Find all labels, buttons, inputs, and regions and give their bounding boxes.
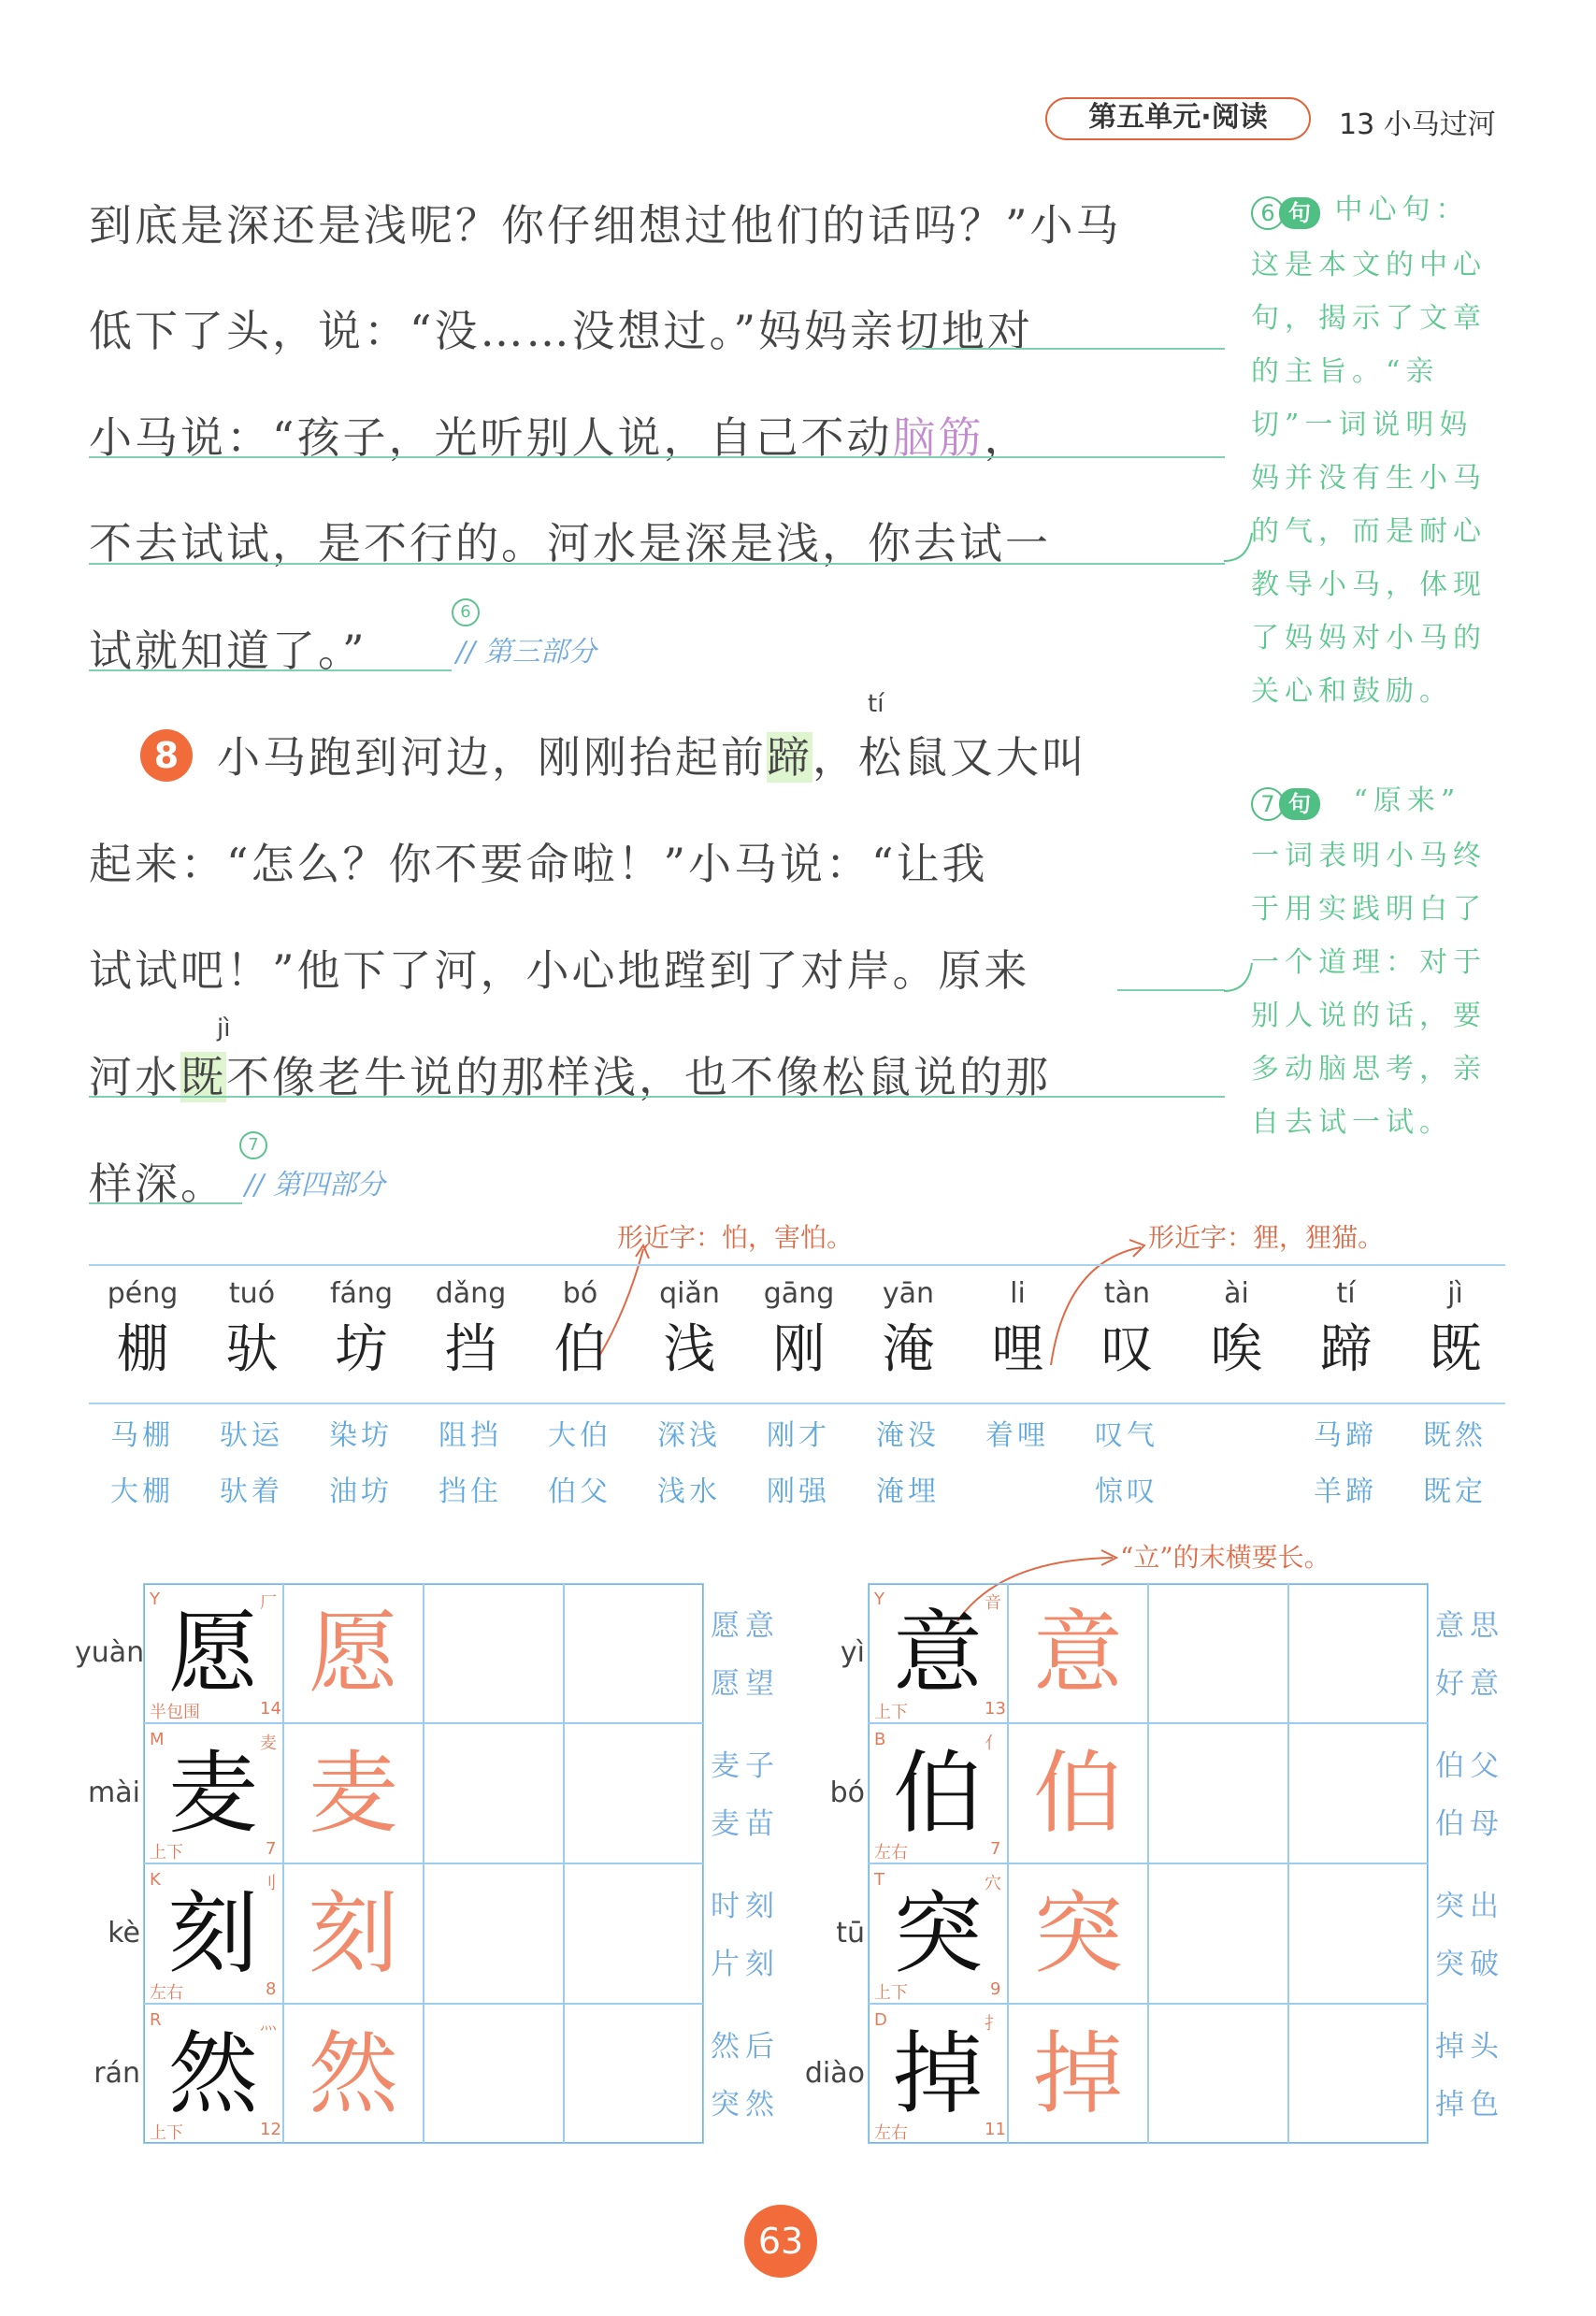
note-line: 别人说的话，要 <box>1251 999 1487 1032</box>
vocab-hanzi: 挡 <box>444 1319 497 1380</box>
underline <box>1117 989 1225 991</box>
grid-trace-char: 愿 <box>309 1601 398 1705</box>
grid-word: 突然 <box>711 2088 780 2122</box>
grid-strokes: 13 <box>985 1699 1006 1719</box>
vocab-word: 染坊 <box>329 1419 393 1452</box>
vocab-word: 马棚 <box>110 1419 174 1452</box>
text-line-8a: 试试吧！”他下了河，小心地蹚到了对岸。 <box>89 945 939 996</box>
side-note-7 <box>1251 774 1513 1149</box>
note-line: 中心句： <box>1334 194 1470 226</box>
vocab-hanzi: 蹄 <box>1319 1319 1373 1380</box>
grid-words <box>1435 1737 1504 1853</box>
vocab-pinyin: dǎng <box>435 1277 507 1310</box>
writing-cell <box>1148 1863 1288 2004</box>
vocab-word: 大伯 <box>548 1419 611 1452</box>
grid-letter: Y <box>874 1590 884 1609</box>
grid-radical: 麦 <box>260 1733 277 1753</box>
note-line: 妈并没有生小马 <box>1251 461 1487 495</box>
highlight-char: 既 <box>180 1052 226 1102</box>
grid-structure: 半包围 <box>150 1703 200 1722</box>
grid-trace-char: 意 <box>1033 1601 1123 1705</box>
grid-word: 麦子 <box>711 1749 780 1783</box>
vocab-word: 浅水 <box>657 1475 721 1508</box>
grid-radical: 亻 <box>985 1733 1001 1753</box>
vocab-char <box>636 1277 743 1383</box>
vocab-top-rule <box>89 1264 1505 1266</box>
vocab-hanzi: 淹 <box>882 1319 935 1380</box>
vocab-char <box>526 1277 634 1383</box>
grid-model-char: 愿 <box>168 1601 258 1705</box>
grid-strokes: 7 <box>990 1839 1001 1859</box>
note-line: 了妈妈对小马的 <box>1251 621 1487 655</box>
grid-radical: 刂 <box>260 1874 277 1893</box>
vocab-char <box>855 1277 962 1383</box>
text-line-1: 到底是深还是浅呢？你仔细想过他们的话吗？”小马 <box>89 200 1122 251</box>
vocab-pinyin: li <box>1010 1277 1026 1310</box>
writing-cell <box>564 1583 704 1723</box>
vocab-char <box>89 1277 196 1383</box>
grid-model-char: 然 <box>168 2021 258 2126</box>
grid-strokes: 11 <box>985 2120 1006 2139</box>
grid-word: 愿意 <box>711 1609 780 1643</box>
lesson-title: 13 小马过河 <box>1339 108 1496 141</box>
grid-pinyin: bó <box>829 1777 865 1809</box>
grid-model-char: 刻 <box>168 1881 258 1986</box>
grid-word: 突破 <box>1435 1948 1504 1981</box>
grid-word: 时刻 <box>711 1890 780 1923</box>
vocab-word: 马蹄 <box>1314 1419 1377 1452</box>
vocab-char <box>1183 1277 1290 1383</box>
vocab-word: 刚强 <box>767 1475 830 1508</box>
vocab-word: 伯父 <box>548 1475 611 1508</box>
grid-word: 掉色 <box>1435 2088 1504 2122</box>
writing-cell <box>1148 2004 1288 2144</box>
text-line-6a: 小马跑到河边，刚刚抬起前 <box>217 732 767 783</box>
grid-radical: 扌 <box>985 2014 1001 2034</box>
grid-trace-char: 掉 <box>1033 2021 1123 2126</box>
note-line: 关心和鼓励。 <box>1251 674 1453 708</box>
part-label-3: // 第三部分 <box>456 636 597 669</box>
vocab-char <box>308 1277 415 1383</box>
underline <box>89 1096 1225 1098</box>
text-line-6 <box>217 724 1087 785</box>
text-line-2a: 低下了头，说：“没……没想过。” <box>89 306 759 356</box>
part-label-4: // 第四部分 <box>245 1169 385 1201</box>
note-line: “原来” <box>1353 784 1461 817</box>
grid-letter: K <box>150 1870 161 1890</box>
pinyin-ti: tí <box>868 690 884 718</box>
underline <box>89 669 452 671</box>
grid-model-char: 意 <box>893 1601 983 1705</box>
vocab-pinyin: fáng <box>329 1277 393 1310</box>
grid-word: 片刻 <box>711 1948 780 1981</box>
vocab-word: 淹没 <box>876 1419 940 1452</box>
grid-word: 突出 <box>1435 1890 1504 1923</box>
text-line-8 <box>89 937 1030 999</box>
grid-strokes: 14 <box>260 1699 281 1719</box>
grid-letter: B <box>874 1730 886 1749</box>
grid-words <box>1435 1877 1504 1993</box>
text-line-2 <box>89 297 1033 359</box>
vocab-hanzi: 浅 <box>663 1319 716 1380</box>
grid-words <box>1435 2018 1504 2134</box>
grid-structure: 上下 <box>150 2123 183 2143</box>
paragraph-number: 8 <box>140 729 193 782</box>
grid-trace-char: 麦 <box>309 1741 398 1846</box>
underline <box>89 1202 242 1204</box>
underline <box>89 456 1225 458</box>
grid-word: 伯母 <box>1435 1807 1504 1841</box>
vocab-char <box>964 1277 1071 1383</box>
vocab-char <box>745 1277 853 1383</box>
text-line-4: 不去试试，是不行的。河水是深是浅，你去试一 <box>89 518 1051 568</box>
grid-pinyin: yuàn <box>75 1636 145 1669</box>
unit-badge: 第五单元·阅读 <box>1045 97 1311 140</box>
grid-trace-char: 突 <box>1033 1881 1123 1986</box>
writing-cell <box>564 1863 704 2004</box>
sentence-mark-7: 7 <box>239 1131 267 1159</box>
note-tag: 句 <box>1279 788 1320 820</box>
note-number: 7 <box>1251 787 1285 821</box>
vocab-hanzi: 既 <box>1429 1319 1482 1380</box>
grid-strokes: 8 <box>266 1979 277 1999</box>
vocab-hanzi: 伯 <box>554 1319 607 1380</box>
writing-cell <box>1288 2004 1429 2144</box>
grid-letter: R <box>150 2010 162 2030</box>
grid-radical: 穴 <box>985 1874 1001 1893</box>
text-line-8b: 原来 <box>938 945 1030 996</box>
grid-pinyin: yì <box>840 1636 865 1669</box>
vocab-hanzi: 哩 <box>991 1319 1044 1380</box>
text-line-2b: 妈妈亲切地对 <box>758 306 1034 356</box>
grid-pinyin: diào <box>804 2057 865 2090</box>
writing-cell <box>424 1723 564 1863</box>
vocab-hanzi: 叹 <box>1100 1319 1154 1380</box>
note-line: 多动脑思考，亲 <box>1251 1052 1487 1086</box>
hint-stroke: “立”的末横要长。 <box>1120 1542 1330 1573</box>
vocab-word: 叹气 <box>1095 1419 1158 1452</box>
vocab-word: 深浅 <box>657 1419 721 1452</box>
underline <box>909 348 1225 350</box>
grid-strokes: 9 <box>990 1979 1001 1999</box>
note-line: 切”一词说明妈 <box>1251 408 1474 441</box>
grid-model-char: 突 <box>893 1881 983 1986</box>
grid-strokes: 12 <box>260 2120 281 2139</box>
note-line: 自去试一试。 <box>1251 1105 1453 1139</box>
vocab-hanzi: 唉 <box>1210 1319 1263 1380</box>
grid-words <box>711 2018 780 2134</box>
grid-radical: 灬 <box>260 2014 277 2034</box>
note-line: 一词表明小马终 <box>1251 839 1487 872</box>
grid-word: 麦苗 <box>711 1807 780 1841</box>
grid-word: 愿望 <box>711 1667 780 1701</box>
vocab-word: 大棚 <box>110 1475 174 1508</box>
grid-strokes: 7 <box>266 1839 277 1859</box>
vocab-word: 淹埋 <box>876 1475 940 1508</box>
vocab-pinyin: jì <box>1447 1277 1463 1310</box>
grid-structure: 左右 <box>150 1983 183 2003</box>
highlight-char: 蹄 <box>767 732 812 783</box>
vocab-char <box>1402 1277 1509 1383</box>
writing-cell <box>1148 1583 1288 1723</box>
highlight-word: 脑筋 <box>892 412 985 463</box>
grid-word: 掉头 <box>1435 2030 1504 2064</box>
hint-similar-1: 形近字：怕，害怕。 <box>617 1222 854 1253</box>
vocab-word: 着哩 <box>985 1419 1049 1452</box>
grid-radical: 厂 <box>260 1593 277 1613</box>
text-line-3a: 小马说：“孩子，光听别人说，自己不动 <box>89 412 893 463</box>
grid-trace-char: 刻 <box>309 1881 398 1986</box>
text-line-9c: 不像老牛说的那样浅，也不像松鼠说的那 <box>226 1052 1051 1102</box>
vocab-word: 阻挡 <box>439 1419 502 1452</box>
vocab-word: 驮着 <box>220 1475 283 1508</box>
grid-model-char: 麦 <box>168 1741 258 1846</box>
grid-word: 伯父 <box>1435 1749 1504 1783</box>
grid-radical: 音 <box>985 1593 1001 1613</box>
vocab-hanzi: 刚 <box>772 1319 826 1380</box>
writing-cell <box>1288 1583 1429 1723</box>
vocab-pinyin: gāng <box>763 1277 835 1310</box>
writing-cell <box>564 2004 704 2144</box>
grid-word: 意思 <box>1435 1609 1504 1643</box>
grid-letter: T <box>874 1870 884 1890</box>
writing-cell <box>1148 1723 1288 1863</box>
note-badge <box>1251 185 1320 238</box>
writing-cell <box>424 1583 564 1723</box>
grid-structure: 左右 <box>874 1843 908 1863</box>
vocab-word: 既定 <box>1423 1475 1487 1508</box>
side-note-6 <box>1251 183 1513 718</box>
page-number: 63 <box>744 2205 817 2278</box>
text-line-10: 样深。 <box>89 1158 226 1209</box>
note-line: 教导小马，体现 <box>1251 568 1487 601</box>
grid-model-char: 掉 <box>893 2021 983 2126</box>
grid-letter: M <box>150 1730 165 1749</box>
sentence-mark-6: 6 <box>452 598 480 626</box>
grid-model-char: 伯 <box>893 1741 983 1846</box>
vocab-char <box>1073 1277 1181 1383</box>
vocab-pinyin: yān <box>882 1277 935 1310</box>
grid-word: 然后 <box>711 2030 780 2064</box>
text-line-6c: ，松鼠又大叫 <box>812 732 1087 783</box>
vocab-word: 油坊 <box>329 1475 393 1508</box>
vocab-pinyin: ài <box>1224 1277 1249 1310</box>
vocab-word: 惊叹 <box>1095 1475 1158 1508</box>
vocab-char <box>417 1277 525 1383</box>
grid-words <box>1435 1597 1504 1713</box>
note-number: 6 <box>1251 196 1285 230</box>
note-tag: 句 <box>1279 197 1320 229</box>
grid-word: 好意 <box>1435 1667 1504 1701</box>
vocab-pinyin: qiǎn <box>659 1277 720 1310</box>
grid-pinyin: kè <box>108 1917 140 1949</box>
vocab-word: 挡住 <box>439 1475 502 1508</box>
writing-cell <box>564 1723 704 1863</box>
writing-cell <box>424 1863 564 2004</box>
grid-words <box>711 1737 780 1853</box>
writing-cell <box>1288 1723 1429 1863</box>
text-line-5: 试就知道了。” <box>89 626 367 676</box>
vocab-pinyin: tàn <box>1103 1277 1151 1310</box>
note-line: 的主旨。“亲 <box>1251 354 1440 388</box>
grid-trace-char: 伯 <box>1033 1741 1123 1846</box>
grid-words <box>711 1597 780 1713</box>
underline <box>89 563 1225 565</box>
grid-words <box>711 1877 780 1993</box>
hint-similar-2: 形近字：狸，狸猫。 <box>1148 1222 1385 1253</box>
text-line-7: 起来：“怎么？你不要命啦！”小马说：“让我 <box>89 839 988 889</box>
vocab-pinyin: péng <box>107 1277 179 1310</box>
vocab-pinyin: bó <box>562 1277 598 1310</box>
vocab-word: 驮运 <box>220 1419 283 1452</box>
pinyin-ji: jì <box>217 1014 231 1043</box>
grid-letter: Y <box>150 1590 160 1609</box>
writing-cell <box>1288 1863 1429 2004</box>
vocab-word: 羊蹄 <box>1314 1475 1377 1508</box>
grid-structure: 上下 <box>150 1843 183 1863</box>
vocab-hanzi: 坊 <box>335 1319 388 1380</box>
vocab-word: 既然 <box>1423 1419 1487 1452</box>
vocab-hanzi: 驮 <box>225 1319 279 1380</box>
vocab-pinyin: tí <box>1336 1277 1356 1310</box>
vocab-bottom-rule <box>89 1403 1505 1404</box>
writing-cell <box>424 2004 564 2144</box>
grid-pinyin: mài <box>88 1777 140 1809</box>
text-line-9a: 河水 <box>89 1052 180 1102</box>
vocab-pinyin: tuó <box>228 1277 276 1310</box>
vocab-hanzi: 棚 <box>116 1319 169 1380</box>
grid-structure: 上下 <box>874 1703 908 1722</box>
note-line: 句，揭示了文章 <box>1251 301 1487 335</box>
grid-structure: 上下 <box>874 1983 908 2003</box>
vocab-char <box>1292 1277 1400 1383</box>
grid-trace-char: 然 <box>309 2021 398 2126</box>
note-line: 一个道理：对于 <box>1251 945 1487 979</box>
text-line-3c: ， <box>984 412 1030 463</box>
note-badge <box>1251 776 1320 829</box>
grid-pinyin: tū <box>836 1917 865 1949</box>
grid-structure: 左右 <box>874 2123 908 2143</box>
note-line: 这是本文的中心 <box>1251 248 1487 281</box>
vocab-char <box>198 1277 306 1383</box>
vocab-word: 刚才 <box>767 1419 830 1452</box>
grid-pinyin: rán <box>93 2057 140 2090</box>
note-line: 于用实践明白了 <box>1251 892 1487 926</box>
grid-letter: D <box>874 2010 887 2030</box>
note-line: 的气，而是耐心 <box>1251 514 1487 548</box>
